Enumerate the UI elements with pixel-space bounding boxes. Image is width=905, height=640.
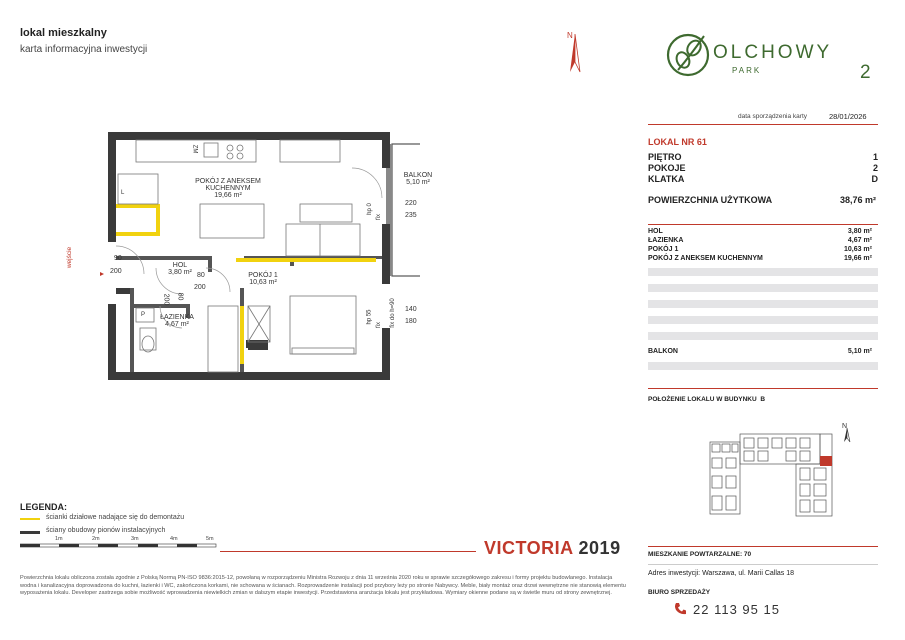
dim-label: 80: [176, 292, 184, 301]
empty-row: [648, 284, 878, 292]
olchowy-logo-icon: [666, 28, 712, 82]
dim-label: ZM: [191, 144, 198, 154]
balkon-row: BALKON 5,10 m²: [648, 348, 872, 355]
balcony-outline: [392, 144, 420, 276]
room-row: POKÓJ 1 10,63 m²: [648, 246, 872, 253]
divider: [648, 388, 878, 389]
divider: [648, 224, 878, 225]
room-label-balkon: BALKON 5,10 m²: [403, 172, 433, 186]
scale-label: 3m: [131, 536, 139, 542]
brand-name: OLCHOWY: [713, 42, 833, 63]
dim-label: 220: [405, 200, 417, 207]
room-label-aneks: POKÓJ Z ANEKSEM KUCHENNYM 19,66 m²: [195, 178, 261, 199]
document-subtitle: karta informacyjna inwestycji: [20, 44, 148, 55]
pokoje-label: POKOJE: [648, 163, 686, 173]
phone-number[interactable]: 22 113 95 15: [693, 602, 780, 617]
powierzchnia-label: POWIERZCHNIA UŻYTKOWA: [648, 195, 773, 205]
legend-title: LEGENDA:: [20, 502, 67, 512]
dim-label: 200: [110, 268, 122, 275]
divider: [648, 124, 878, 125]
legend-item: ścianki działowe nadające się do demontażu: [46, 514, 185, 521]
room-label-hol: HOL 3,80 m²: [168, 262, 192, 276]
klatka-label: KLATKA: [648, 174, 685, 184]
room-row: POKÓJ Z ANEKSEM KUCHENNYM 19,66 m²: [648, 255, 872, 262]
dim-label: fix: [376, 214, 382, 220]
legend-swatch-partition: [20, 518, 40, 520]
scale-label: 5m: [206, 536, 214, 542]
location-label: POŁOŻENIE LOKALU W BUDYNKU B: [648, 396, 766, 403]
room-row: ŁAZIENKA 4,67 m²: [648, 237, 872, 244]
pietro-value: 1: [872, 152, 878, 162]
scale-label: 2m: [92, 536, 100, 542]
empty-row: [648, 332, 878, 340]
empty-row: [648, 362, 878, 370]
footer-note: Powierzchnia lokalu obliczona została zgodnie z Polską Normą PN-ISO 9836:2015-12, powołaną w rozporządzeniu Ministra Rozwoju z dnia 11 września 2020 roku w sprawie szczegółowego zakresu i formy projektu budowlanego. Instalacja wodna i kanalizacyjna doprowadzona do kuchni, łazienki i WC, zakończona korkami, nie schowana w ścianach. Rozprowadzenie instalacji pod przybory leży po stronie Nabywcy. Meble, biały montaż oraz drzwi wewnętrzne nie stanowią elementu wyposażenia lokalu. Developer zastrzega sobie możliwość wprowadzenia niewielkich zmian w dalszym etapie inwestycji. Przedstawiona aranżacja lokalu jest przykładowa. Wymiary okienne podane są w świetle muru od strony zewnętrznej.: [20, 575, 626, 596]
installation-shaft: [246, 340, 268, 348]
lokal-number: LOKAL NR 61: [648, 137, 707, 147]
brand-number: 2: [860, 62, 871, 83]
dim-label: fix: [376, 322, 382, 328]
date-label: data sporządzenia karty: [738, 113, 808, 120]
room-row: HOL 3,80 m²: [648, 228, 872, 235]
brand-park: PARK: [732, 66, 762, 75]
legend-swatch-shaft: [20, 531, 40, 534]
dim-label: 200: [194, 284, 206, 291]
dim-label: P: [141, 312, 146, 318]
dim-label: fix do h=90: [389, 298, 396, 328]
dim-label: hp 55: [366, 309, 373, 325]
building-location-plan: [700, 418, 860, 518]
entrance-arrow-icon: [100, 264, 104, 284]
entrance-label: wejście: [66, 246, 74, 269]
dim-label: 90: [114, 255, 122, 262]
divider: [220, 551, 476, 552]
powierzchnia-value: 38,76 m²: [839, 195, 876, 205]
document-title: lokal mieszkalny: [20, 27, 107, 39]
empty-row: [648, 316, 878, 324]
scale-bar: [20, 542, 220, 550]
divider: [648, 564, 878, 565]
dim-label: L: [121, 190, 125, 196]
klatka-value: D: [871, 174, 878, 184]
room-label-lazienka: ŁAZIENKA 4,67 m²: [160, 314, 194, 328]
north-arrow-icon: [560, 28, 590, 78]
dim-label: 140: [405, 306, 417, 313]
north-label: N: [567, 31, 573, 40]
repeat-label: MIESZKANIE POWTARZALNE: 70: [648, 551, 752, 558]
north-label: N: [842, 423, 848, 430]
address: Adres inwestycji: Warszawa, ul. Marii Callas 18: [648, 570, 795, 577]
legend-item: ściany obudowy pionów instalacyjnych: [46, 527, 166, 534]
dim-label: hp 0: [366, 203, 373, 215]
scale-label: 4m: [170, 536, 178, 542]
divider: [648, 546, 878, 547]
empty-row: [648, 268, 878, 276]
dim-label: 80: [197, 272, 205, 279]
victoria-logo: VICTORIA 2019: [484, 538, 621, 558]
dim-label: 200: [162, 293, 170, 306]
sales-office-label: BIURO SPRZEDAŻY: [648, 589, 711, 596]
date-value: 28/01/2026: [829, 112, 867, 121]
scale-label: 1m: [55, 536, 63, 542]
unit-highlight: [820, 456, 832, 466]
empty-row: [648, 300, 878, 308]
room-label-pokoj1: POKÓJ 1 10,63 m²: [248, 272, 278, 286]
pokoje-value: 2: [872, 163, 878, 173]
pietro-label: PIĘTRO: [648, 152, 682, 162]
dim-label: 180: [405, 318, 417, 325]
phone-icon: [673, 602, 687, 616]
floor-plan: [100, 128, 420, 388]
dim-label: 235: [405, 212, 417, 219]
